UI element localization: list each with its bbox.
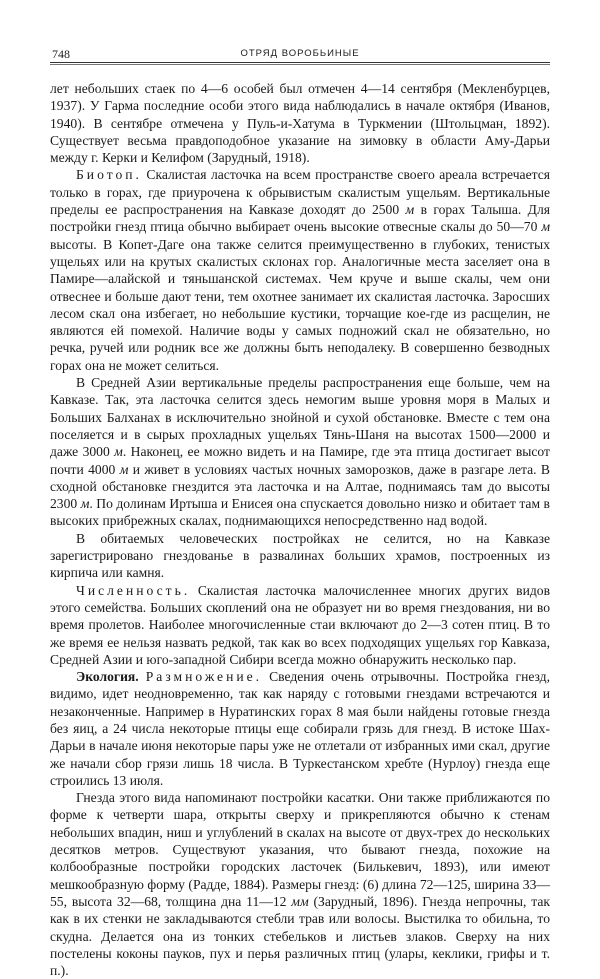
- paragraph-text: м: [114, 444, 123, 460]
- section-heading: Численность.: [76, 582, 191, 598]
- paragraph-text: высоты. В Копет-Даге она также селится преимущественно в глубоких, тенистых ущельях или на крутых скалистых склонах гор. Аналогичные места заселяет она в Памире—алайской и тяньшанской системах. Чем круче и выше скалы, чем они отвеснее и больше дают тени, тем охотнее занимает их скалистая ласточка. Заросших лесом скал она избегает, но небольшие кустики, торчащие кое-где из расщелин, не являются ей помехой. Наличие воды у самых подножий скал не обязательно, но речка, ручей или родник все же должны быть неподалеку. В совершенно безводных горах она не может селиться.: [50, 236, 550, 373]
- paragraph-text: м: [119, 461, 129, 477]
- paragraph-text: м: [80, 496, 90, 512]
- paragraph-text: Сведения очень отрывочны. Постройка гнезд, видимо, идет неодновременно, так как наряду с готовыми гнездами встречаются и незаконченные. Например в Нуратинских горах 8 мая были найдены готовые гнезда без яиц, а 24 числа некоторые птицы еще собирали грязь для гнезд. В истоке Шах-Дарьи в начале июня некоторые пары уже не отлетали от избранных ими скал, другие же начали сбор грязи лишь 18 числа. В Туркестанском хребте (Нурлоу) гнезда еще строились 13 июля.: [50, 669, 550, 788]
- paragraph-text: м: [541, 219, 550, 235]
- paragraph: [50, 668, 550, 789]
- paragraph-text: В Средней Азии вертикальные пределы распространения еще больше, чем на Кавказе. Так, эта ласточка селится здесь немогим выше уровня моря в Малых и Больших Балханах в исключительно знойной и сухой обстановке. Вместе с тем она поселяется и в сырых прохладных ущельях Тянь-Шаня на высотах 1500—2000 и даже 3000: [50, 375, 550, 460]
- running-title: ОТРЯД ВОРОБЬИНЫЕ: [240, 48, 360, 59]
- paragraph-text: мм: [291, 893, 309, 909]
- paragraph-text: . Наконец, ее можно видеть и на Памире, где эта птица достигает высот почти 4000: [50, 444, 550, 477]
- paragraph: [50, 80, 550, 166]
- paragraph: [50, 374, 550, 530]
- header-rule: [50, 62, 550, 65]
- paragraph-text: м: [405, 202, 415, 218]
- section-heading: Биотоп.: [76, 167, 142, 183]
- paragraph-text: [139, 669, 146, 684]
- paragraph: [50, 166, 550, 374]
- paragraph-text: Гнезда этого вида напоминают постройки касатки. Они также приближаются по форме к четверти шара, открыты сверху и прикрепляются обычно к стенам небольших впадин, ниш и углублений в скалах на высоте от двух-трех до нескольких десятков метров. Существуют указания, что бывают гнезда, похожие на колбообразные постройки городских ласточек (Билькевич, 1893), или имеют мешкообразную форму (Радде, 1884). Размеры гнезд: (6) длина 72—125, ширина 33—55, высота 32—68, толщина дна 11—12: [50, 790, 550, 909]
- paragraph: [50, 582, 550, 668]
- paragraph: [50, 789, 550, 979]
- page-number: 748: [52, 47, 70, 61]
- paragraph-text: и живет в условиях частых ночных заморозков, даже в разгаре лета. В сходной обстановке гнездится эта ласточка и на Алтае, поднимаясь там до высоты 2300: [50, 461, 550, 512]
- paragraph-text: (Зарудный, 1896). Гнезда непрочны, так как в их стенки не закладываются стебли трав или волосы. Выстилка то обильна, то скудна. Делается она из тонких стебельков и листьев злаков. Сверху на них постелены коконы пауков, пух и перья различных птиц (улары, кеклики, грифы и т. п.).: [50, 893, 550, 979]
- paragraph-text: . По долинам Иртыша и Енисея она спускается довольно низко и обитает там в высоких прибрежных скалах, поднимающихся непосредственно над водой.: [50, 496, 550, 529]
- paragraph-text: Скалистая ласточка малочисленнее многих других видов этого семейства. Больших скоплений она не образует ни во время гнездования, ни во время пролетов. Наиболее многочисленные стаи включают до 2—3 сотен птиц. В то же время ее нельзя назвать редкой, так как во всех подходящих ущельях гор Кавказа, Средней Азии и юго-западной Сибири всегда можно обнаружить несколько пар.: [50, 582, 550, 667]
- paragraph-text: в горах Талыша. Для постройки гнезд птица обычно выбирает очень высокие отвесные скалы до 50—70: [50, 202, 550, 235]
- section-heading: Экология.: [76, 669, 139, 685]
- paragraph-text: В обитаемых человеческих постройках не селится, но на Кавказе зарегистрировано гнездованье в развалинах больших храмов, построенных из кирпича или камня.: [50, 530, 550, 581]
- paragraph: [50, 530, 550, 582]
- paragraph-text: Скалистая ласточка на всем пространстве своего ареала встречается только в горах, где приурочена к обрывистым скалистым ущельям. Вертикальные пределы ее распространения на Кавказе доходят до 2500: [50, 167, 550, 218]
- section-heading: Размножение.: [145, 669, 263, 685]
- page-header: [50, 47, 550, 61]
- page-body: [50, 80, 550, 979]
- paragraph-text: лет небольших стаек по 4—6 особей был отмечен 4—14 сентября (Мекленбурцев, 1937). У Гарма последние особи этого вида наблюдались в начале октября (Иванов, 1940). В сентябре отмечена у Пуль-и-Хатума в Туркмении (Штольцман, 1892). Существует весьма правдоподобное указание на зимовку в области Аму-Дарьи между г. Керки и Келифом (Зарудный, 1918).: [50, 81, 550, 166]
